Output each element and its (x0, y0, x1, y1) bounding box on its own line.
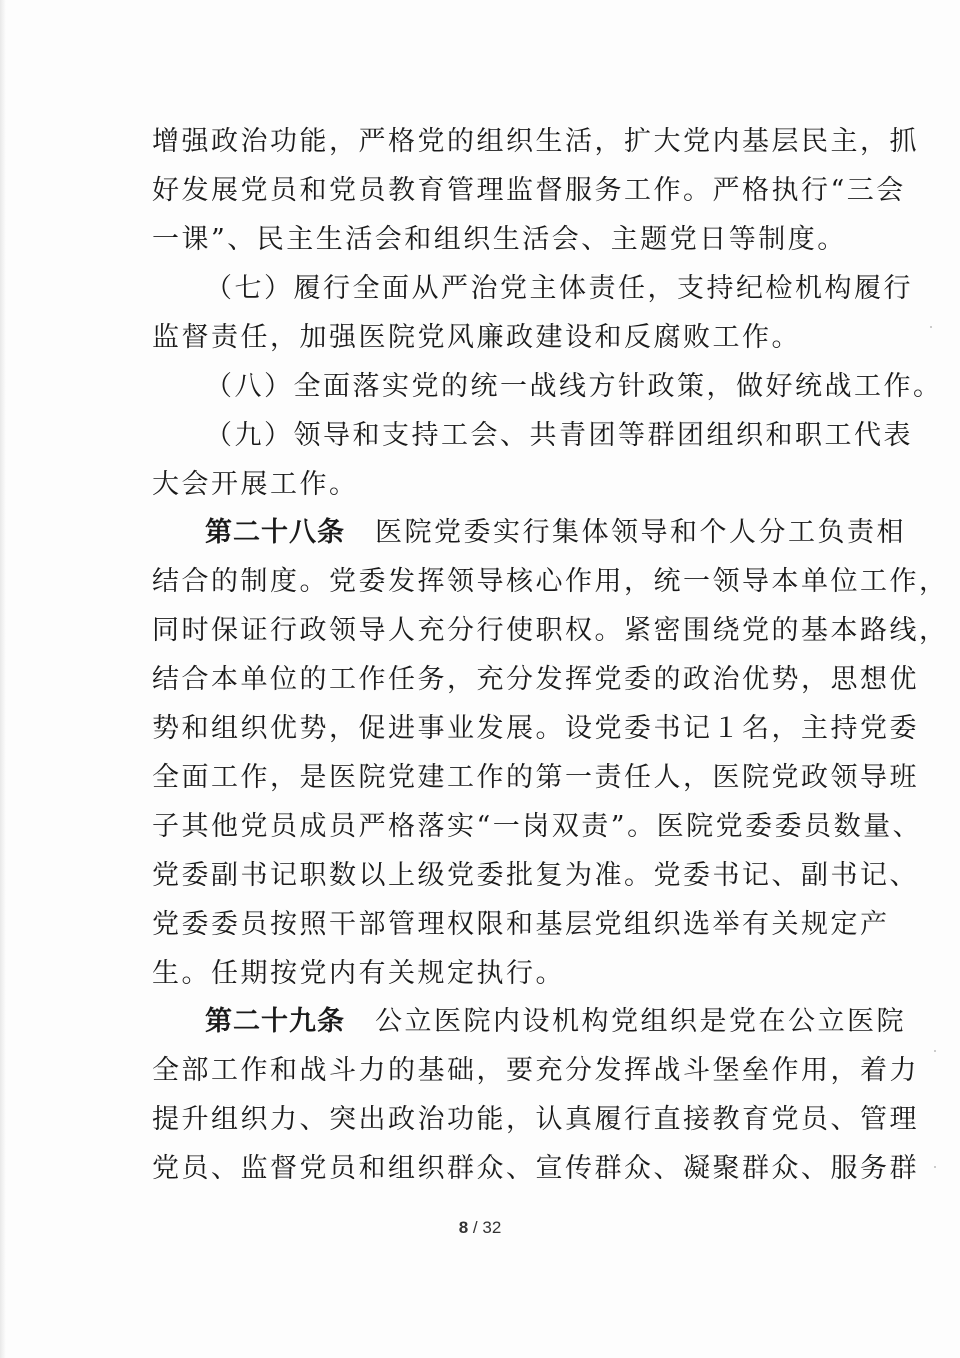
article-29-heading: 第二十九条 (205, 1006, 345, 1037)
text-line: 子其他党员成员严格落实“一岗双责”。医院党委委员数量、 (152, 811, 923, 842)
text-line: 好发展党员和党员教育管理监督服务工作。严格执行“三会 (152, 175, 906, 206)
scan-edge (0, 0, 6, 1358)
text-line: 一课”、民主生活会和组织生活会、主题党日等制度。 (152, 224, 847, 255)
text-span: 医院党委实行集体领导和个人分工负责相 (375, 517, 906, 548)
text-line: 党员、监督党员和组织群众、宣传群众、凝聚群众、服务群 (152, 1153, 919, 1184)
page-number (380, 1213, 580, 1243)
scan-speck (934, 1166, 936, 1168)
scan-speck (934, 1050, 936, 1052)
text-line: 势和组织优势，促进事业发展。设党委书记１名，主持党委 (152, 713, 919, 744)
page-total: 32 (482, 1218, 502, 1237)
text-line: 提升组织力、突出政治功能，认真履行直接教育党员、管理 (152, 1104, 919, 1135)
text-line: 党委委员按照干部管理权限和基层党组织选举有关规定产 (152, 909, 890, 940)
text-span: 公立医院内设机构党组织是党在公立医院 (375, 1006, 906, 1037)
text-line: 大会开展工作。 (152, 469, 359, 500)
text-line: 结合本单位的工作任务，充分发挥党委的政治优势，思想优 (152, 664, 919, 695)
page-separator: / (468, 1218, 483, 1237)
text-line: 增强政治功能，严格党的组织生活，扩大党内基层民主，抓 (152, 126, 919, 157)
text-line: 全部工作和战斗力的基础，要充分发挥战斗堡垒作用，着力 (152, 1055, 919, 1086)
text-line: 全面工作，是医院党建工作的第一责任人，医院党政领导班 (152, 762, 919, 793)
text-line: 生。任期按党内有关规定执行。 (152, 958, 565, 989)
text-line: 同时保证行政领导人充分行使职权。紧密围绕党的基本路线， (152, 615, 949, 646)
text-line: 结合的制度。党委发挥领导核心作用，统一领导本单位工作， (152, 566, 949, 597)
text-line: 党委副书记职数以上级党委批复为准。党委书记、副书记、 (152, 860, 919, 891)
page-current: 8 (458, 1218, 469, 1237)
text-line: 监督责任，加强医院党风廉政建设和反腐败工作。 (152, 322, 801, 353)
text-line-item-8: （八）全面落实党的统一战线方针政策，做好统战工作。 (205, 371, 943, 402)
scan-speck (930, 326, 932, 328)
text-line-item-9: （九）领导和支持工会、共青团等群团组织和职工代表 (205, 420, 913, 451)
article-28-heading: 第二十八条 (205, 517, 345, 548)
text-line-item-7: （七）履行全面从严治党主体责任，支持纪检机构履行 (205, 273, 913, 304)
